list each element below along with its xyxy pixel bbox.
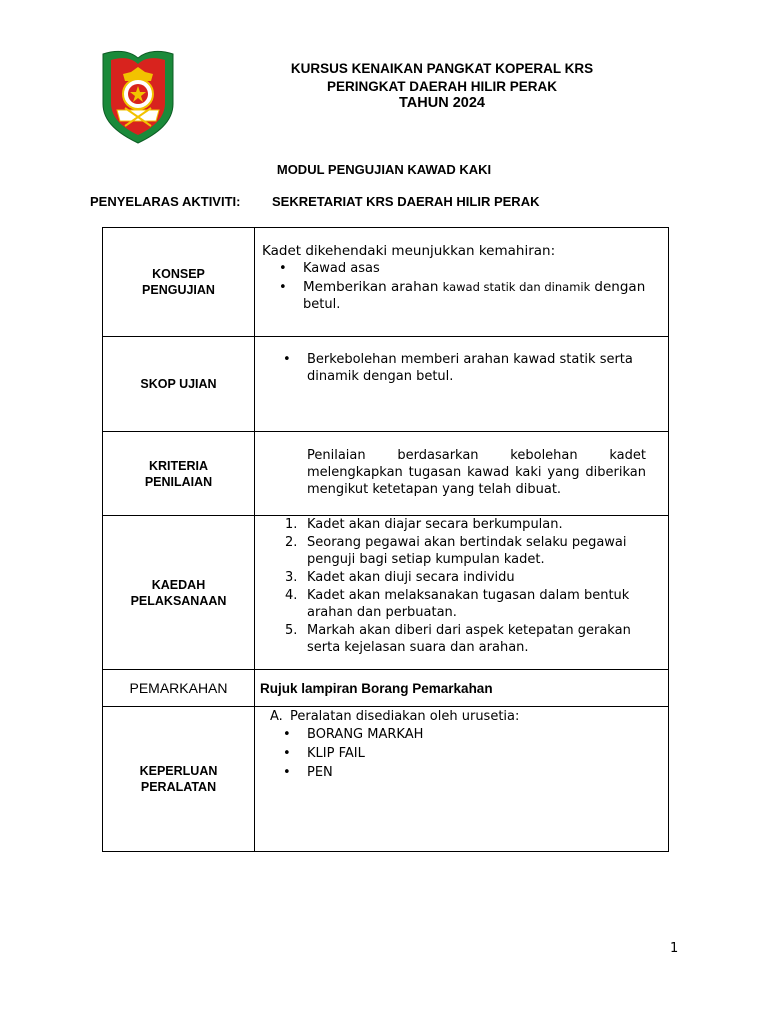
konsep-item-2d: betul. [303, 297, 341, 312]
kaedah-item-text: Markah akan diberi dari aspek ketepatan gerakan serta kejelasan suara dan arahan. [307, 623, 631, 655]
label-kriteria-line1: KRITERIA [148, 458, 209, 473]
page-number: 1 [670, 941, 679, 956]
module-title: MODUL PENGUJIAN KAWAD KAKI [276, 162, 492, 177]
content-skop [255, 337, 669, 432]
content-pemarkahan [255, 670, 669, 707]
konsep-item-1-text: Kawad asas [303, 261, 380, 276]
content-kaedah [255, 516, 669, 670]
module-table [102, 227, 669, 852]
content-konsep [255, 228, 669, 337]
kaedah-item [255, 516, 660, 533]
krs-shield-emblem-icon [101, 48, 175, 144]
kaedah-item-num: 4. [285, 588, 298, 603]
kaedah-item [255, 587, 660, 621]
kaedah-item-text: Kadet akan melaksanakan tugasan dalam bentuk arahan dan perbuatan. [307, 588, 630, 620]
keperluan-item [259, 745, 662, 762]
keperluan-intro-letter: A. [270, 709, 283, 724]
konsep-item-2b: kawad statik dan dinamik [442, 280, 591, 294]
header-year: TAHUN 2024 [399, 95, 485, 111]
konsep-item-1 [255, 260, 662, 277]
kaedah-item [255, 622, 660, 656]
kaedah-item-num: 2. [285, 535, 298, 550]
row-kriteria [103, 432, 669, 516]
keperluan-item [259, 726, 662, 743]
kriteria-text: Penilaian berdasarkan kebolehan kadet melengkapkan tugasan kawad kaki yang diberikan mengikut ketetapan yang telah dibuat. [307, 448, 646, 497]
keperluan-item [259, 764, 662, 781]
label-kriteria [103, 432, 255, 516]
kaedah-item-text: Kadet akan diajar secara berkumpulan. [307, 517, 563, 532]
konsep-item-2c: dengan [594, 279, 646, 295]
row-keperluan [103, 707, 669, 852]
label-pemarkahan [103, 670, 255, 707]
skop-item-1-text: Berkebolehan memberi arahan kawad statik serta dinamik dengan betul. [307, 352, 633, 384]
keperluan-intro-text: Peralatan disediakan oleh urusetia: [290, 709, 520, 724]
label-kaedah-line2: PELAKSANAAN [130, 593, 227, 608]
label-kaedah [103, 516, 255, 670]
label-konsep [103, 228, 255, 337]
pemarkahan-text: Rujuk lampiran Borang Pemarkahan [260, 680, 493, 696]
label-skop [103, 337, 255, 432]
label-keperluan [103, 707, 255, 852]
kaedah-item-num: 1. [285, 517, 298, 532]
header-line-2: PERINGKAT DAERAH HILIR PERAK [326, 79, 557, 94]
label-pemarkahan-text: PEMARKAHAN [129, 680, 228, 696]
label-keperluan-line1: KEPERLUAN [139, 764, 218, 778]
keperluan-item-text: BORANG MARKAH [307, 727, 424, 742]
konsep-intro: Kadet dikehendaki meunjukkan kemahiran: [262, 243, 556, 259]
kaedah-item [255, 534, 660, 568]
krs-logo [101, 48, 175, 144]
label-skop-text: SKOP UJIAN [140, 377, 217, 391]
keperluan-item-text: KLIP FAIL [307, 746, 365, 761]
label-kaedah-line1: KAEDAH [151, 577, 206, 592]
row-konsep [103, 228, 669, 337]
konsep-item-2 [255, 279, 662, 313]
coordinator-value: SEKRETARIAT KRS DAERAH HILIR PERAK [272, 194, 540, 209]
keperluan-item-text: PEN [307, 765, 333, 780]
kaedah-item-text: Seorang pegawai akan bertindak selaku pegawai penguji bagi setiap kumpulan kadet. [307, 535, 627, 567]
coordinator-label: PENYELARAS AKTIVITI: [90, 194, 241, 209]
label-kriteria-line2: PENILAIAN [144, 474, 213, 489]
kaedah-item-num: 3. [285, 570, 298, 585]
kaedah-item [255, 569, 660, 586]
row-kaedah [103, 516, 669, 670]
label-konsep-line2: PENGUJIAN [142, 283, 215, 297]
row-skop [103, 337, 669, 432]
label-konsep-line1: KONSEP [152, 267, 205, 281]
konsep-item-2a: Memberikan arahan [303, 279, 439, 295]
header-line-1: KURSUS KENAIKAN PANGKAT KOPERAL KRS [290, 61, 594, 76]
label-keperluan-line2: PERALATAN [140, 780, 217, 794]
kaedah-item-text: Kadet akan diuji secara individu [307, 570, 515, 585]
skop-item-1 [259, 351, 662, 385]
keperluan-intro [255, 708, 662, 725]
kaedah-item-num: 5. [285, 623, 298, 638]
row-pemarkahan [103, 670, 669, 707]
content-kriteria [255, 432, 669, 516]
content-keperluan [255, 707, 669, 852]
